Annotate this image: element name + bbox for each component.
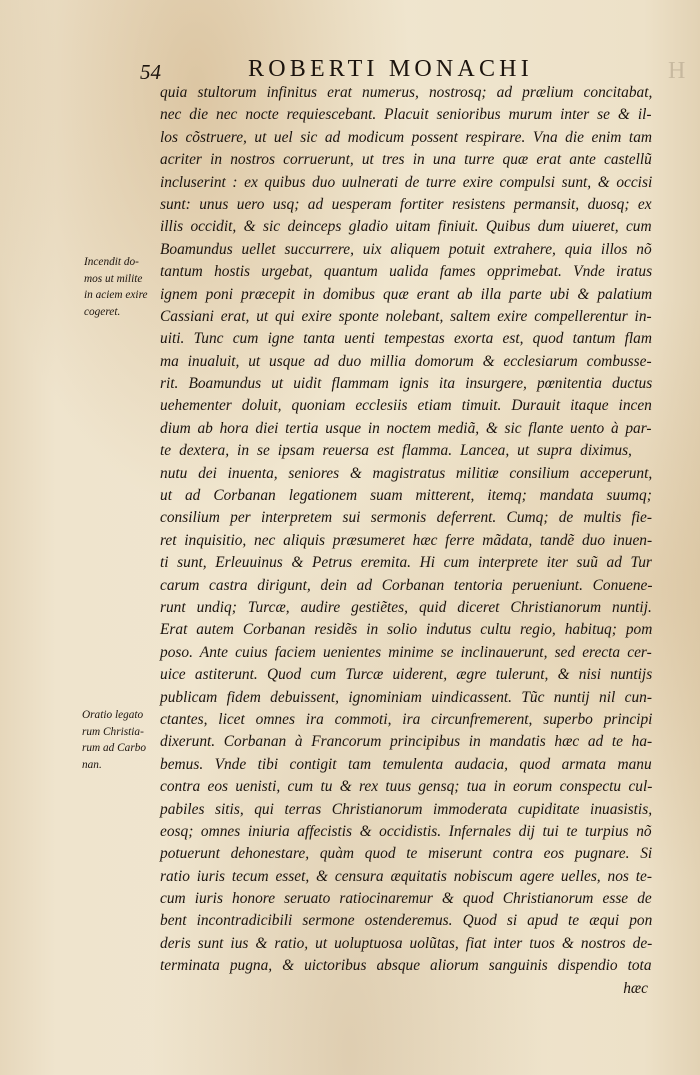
text-line: te dextera, in se ipsam reuersa est flamma. Lancea, ut supra diximus, bbox=[160, 442, 632, 460]
text-line: ut ad Corbanan legationem suam mitterent, itemq; mandata suumq; bbox=[160, 487, 652, 505]
text-line: consilium per interpretem sui sermonis deferrent. Cumq; de multis fie- bbox=[160, 509, 652, 527]
text-line: illis occidit, & sic deinceps gladio uitam finiuit. Quibus dum uiueret, cum bbox=[160, 218, 652, 236]
text-line: uiti. Tunc cum igne tanta uenti tempestas exorta est, quod tantum flam bbox=[160, 330, 652, 348]
margin-note-fire bbox=[84, 254, 160, 320]
text-line: Erat autem Corbanan residẽs in solio indutus cultu regio, habituq; pom bbox=[160, 621, 653, 639]
text-line: Boamundus uellet succurrere, uix aliquem potuit extrahere, quia illos nõ bbox=[160, 240, 652, 258]
margin-note-line: in aciem exire bbox=[84, 289, 148, 302]
text-line: nec die nec nocte requiescebant. Placuit senioribus murum inter se & il- bbox=[160, 106, 652, 124]
text-line: contra eos uenisti, cum tu & rex tuus gensq; tua in eorum conspectu cul- bbox=[160, 778, 653, 796]
text-line: bent incontradicibili sermone ostenderemus. Quod si apud te æqui pon bbox=[160, 912, 653, 930]
text-line: publicam fidem debuissent, ignominiam uindicassent. Tũc nuntij nil cun- bbox=[160, 688, 652, 706]
margin-note-line: Oratio legato bbox=[82, 709, 144, 721]
text-line: tantum hostis urgebat, quantum ualida fames opprimebat. Vnde iratus bbox=[160, 263, 653, 281]
text-line: poso. Ante cuius faciem uenientes minime se inclinauerunt, sed erecta cer- bbox=[160, 643, 652, 661]
text-line: rit. Boamundus ut uidit flammam ignis ita insurgere, pœnitentia ductus bbox=[160, 375, 653, 393]
margin-note-line: nan. bbox=[82, 758, 102, 771]
text-line: uice astiterunt. Quod cum Turcæ uiderent, ægre tulerunt, & nisi nuntijs bbox=[160, 666, 653, 684]
running-title: ROBERTI MONACHI bbox=[248, 56, 533, 82]
text-line: runt undiq; Turcæ, audire gestiẽtes, quid diceret Christianorum nuntij. bbox=[160, 598, 652, 616]
text-line: eosq; omnes iniuria affecistis & occidistis. Infernales dij tui te turpius nõ bbox=[160, 822, 652, 840]
text-line: dixerunt. Corbanan à Francorum principibus in mandatis hæc ad te ha- bbox=[160, 733, 653, 751]
margin-note-line: rum Christia- bbox=[82, 725, 144, 738]
bleed-through-letter: H bbox=[668, 58, 686, 84]
text-line: deris sunt ius & ratio, ut uoluptuosa uolũtas, fiat inter tuos & nostros de- bbox=[160, 934, 653, 952]
text-line: ret inquisitio, nec aliquis præsumeret hæc ferre mãdata, tandẽ duo inuen- bbox=[160, 531, 653, 549]
text-line: carum castra dirigunt, dein ad Corbanan tentoria perueniunt. Conuene- bbox=[160, 576, 653, 594]
text-line: ma inualuit, ut usque ad duo millia domorum & ecclesiarum combusse- bbox=[160, 352, 652, 370]
margin-note-line: mos ut milite bbox=[84, 272, 143, 285]
text-line: terminata pugna, & uictoribus absque aliorum sanguinis dispendio tota bbox=[160, 957, 652, 975]
text-line: uehementer doluit, quoniam ecclesiis etiam timuit. Durauit itaque incen bbox=[160, 397, 652, 415]
text-line: cum iuris honore seruato ratiocinaremur & quod Christianorum esse de bbox=[160, 890, 652, 908]
text-line: Cassiani erat, ut qui exire sponte nolebant, saltem exire compellerentur in- bbox=[160, 307, 652, 325]
page-number: 54 bbox=[140, 60, 161, 84]
margin-note-line: Incendit do- bbox=[84, 256, 139, 268]
text-line: pabiles sitis, qui terras Christianorum immoderata cupiditate inuasistis, bbox=[160, 800, 653, 818]
margin-note-line: rum ad Carbo bbox=[82, 742, 147, 755]
text-line: ratio iuris tecum esset, & censura æquitatis nobiscum agere uelles, nos te- bbox=[160, 867, 652, 885]
text-line: dium ab hora diei tertia usque in noctem mediã, & sic flante uento à par- bbox=[160, 419, 652, 437]
text-line: nutu dei inuenta, seniores & magistratus militiæ consilium acceperunt, bbox=[160, 464, 653, 482]
text-line: los cõstruere, ut uel sic ad modicum possent respirare. Vna die enim tam bbox=[160, 128, 653, 146]
text-line: quia stultorum infinitus erat numerus, nostrosq; ad prælium concitabat, bbox=[160, 84, 653, 101]
text-line: sunt: unus uero usq; ad uesperam fortiter resistens permansit, duosq; ex bbox=[160, 195, 652, 213]
text-line: incluserint : ex quibus duo uulnerati de turre exire compulsi sunt, & occisi bbox=[160, 173, 653, 191]
catchword: hæc bbox=[623, 979, 648, 997]
text-line: bemus. Vnde tibi contigit tam temulenta audacia, quod armata manu bbox=[160, 755, 652, 773]
text-line: potuerunt dehonestare, quàm quod te miserunt contra eos pugnare. Si bbox=[160, 845, 653, 863]
text-line: acriter in nostros corruerunt, ut tres in una turre quæ erat ante castellũ bbox=[160, 151, 652, 169]
margin-note-line: cogeret. bbox=[84, 305, 121, 318]
text-line: ignem poni præcepit in domibus quæ erant ab illa parte ubi & palatium bbox=[160, 285, 653, 303]
text-line: ti sunt, Erleuuinus & Petrus eremita. Hi cum interprete iter suũ ad Tur bbox=[160, 554, 652, 572]
text-line: ctantes, licet omnes ira commoti, ira circunfremerent, superbo principi bbox=[160, 710, 653, 728]
margin-note-oration bbox=[82, 707, 158, 773]
main-text-block bbox=[160, 82, 652, 1000]
